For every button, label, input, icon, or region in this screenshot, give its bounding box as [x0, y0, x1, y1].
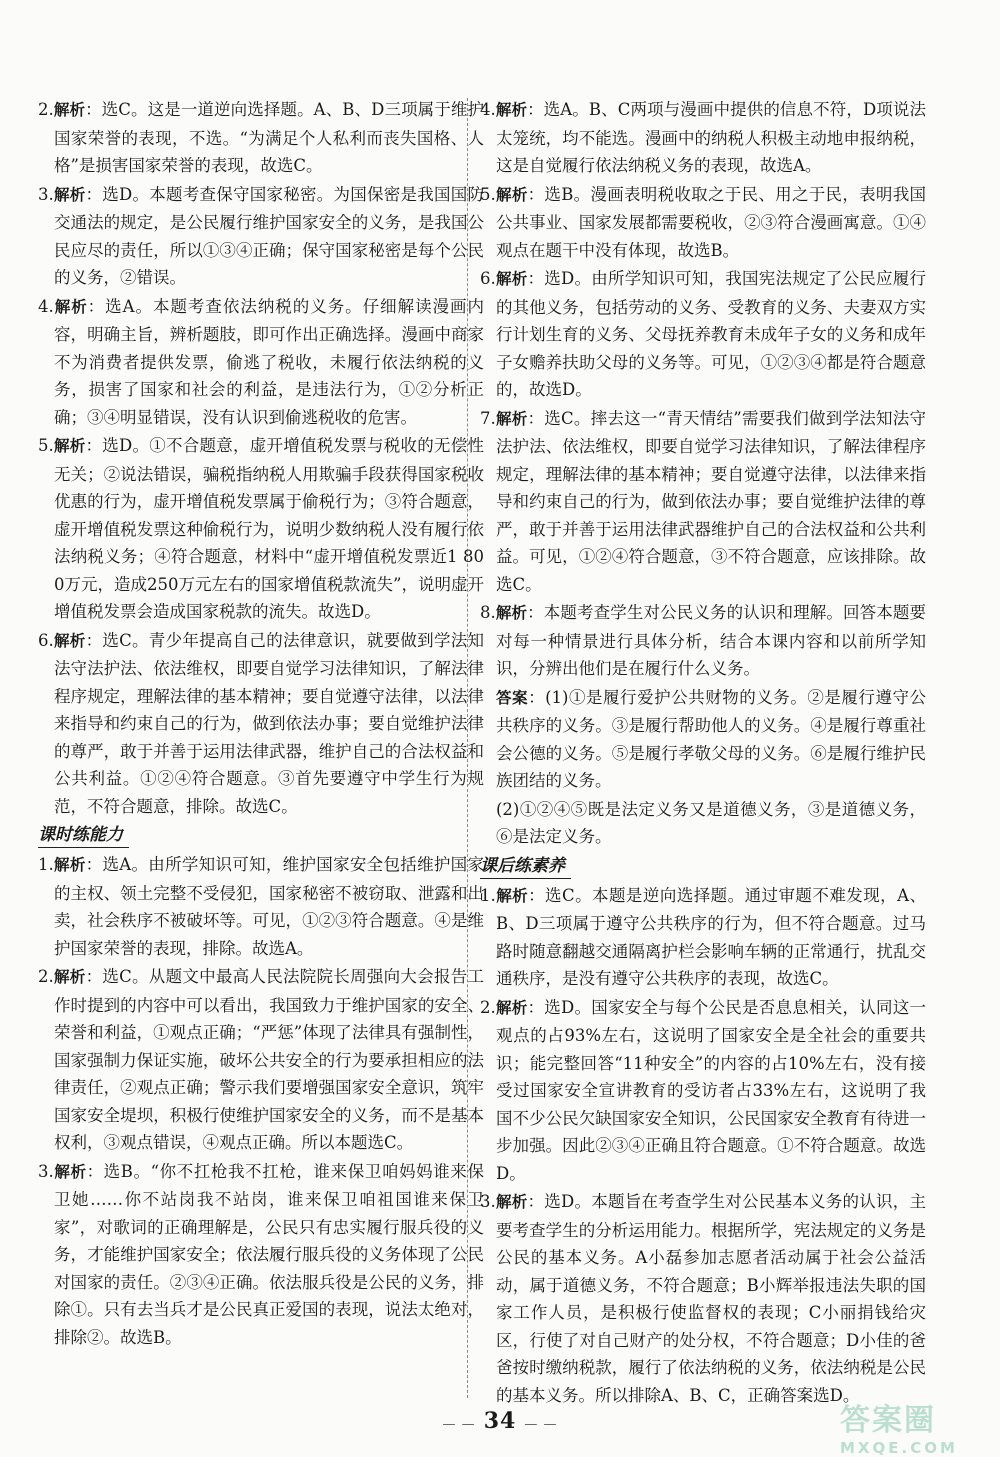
answer-item: [38, 432, 484, 626]
item-text: ：选C。青少年提高自己的法律意识，就要做到学法知法守法护法、依法维权，即要自觉学习法律知识，了解法律程序规定，理解法律的基本精神；要自觉遵守法律，以法律来指导和约束自己的行为，做到依法办事；要自觉维护法律的尊严，敢于并善于运用法律武器，维护自己的合法权益和公共利益。①②④符合题意。③首先要遵守中学生行为规范，不符合题意，排除。故选C。: [54, 630, 484, 816]
item-number: 7.: [480, 408, 496, 428]
item-text: ：选D。①不合题意，虚开增值税发票与税收的无偿性无关；②说法错误，骗税指纳税人用欺骗手段获得国家税收优惠的行为，虚开增值税发票属于偷税行为；③符合题意，虚开增值税发票这种偷税行为，说明少数纳税人没有履行依法纳税义务；④符合题意，材料中“虚开增值税发票近1 800万元，造成250万元左右的国家增值税款流失”，说明虚开增值税发票会造成国家税款的流失。故选D。: [54, 436, 484, 621]
item-keyword: 解析: [53, 101, 86, 119]
item-keyword: 解析: [495, 185, 528, 204]
watermark-line2: MXQE.COM: [840, 1439, 958, 1457]
item-number: 2.: [480, 997, 496, 1017]
item-keyword: 解析: [495, 270, 528, 288]
answer-item: [38, 627, 484, 821]
item-text: ：选B。“你不扛枪我不扛枪，谁来保卫咱妈妈谁来保卫她……你不站岗我不站岗，谁来保卫咱祖国谁来保卫家”，对歌词的正确理解是，公民只有忠实履行服兵役的义务，才能维护国家安全；依法履行服兵役的义务体现了公民对国家的责任。②③④正确。依法服兵役是公民的义务，排除①。只有去当兵才是公民真正爱国的表现，说法太绝对，排除②。故选B。: [54, 1161, 484, 1347]
right-column: [480, 96, 926, 1410]
item-keyword: 解析: [53, 185, 86, 204]
answer-item: [480, 599, 926, 683]
item-keyword: 解析: [53, 631, 86, 650]
item-keyword: 解析: [53, 968, 86, 986]
item-number: 1.: [38, 855, 54, 874]
item-text: ：本题考查学生对公民义务的认识和理解。回答本题要对每一种情景进行具体分析，结合本课内容和以前所学知识，分辨出他们是在履行什么义务。: [496, 603, 926, 678]
left-column: [38, 96, 484, 1352]
answer-item: [480, 882, 926, 993]
item-number: 2.: [38, 967, 54, 986]
item-number: 8.: [480, 603, 496, 622]
item-keyword: 解析: [53, 1162, 87, 1181]
item-text: ：选C。摔去这一“青天情结”需要我们做到学法知法守法护法、依法维权，即要自觉学习法律知识，了解法律程序规定，理解法律的基本精神；要自觉遵守法律，以法律来指导和约束自己的行为，做到依法办事；要自觉维护法律的尊严，敢于并善于运用法律武器维护自己的合法权益和公共利益。可见，①②④符合题意，③不符合题意，应该排除。故选C。: [496, 408, 926, 594]
answer-item: [38, 181, 484, 292]
item-text: ：选C。这是一道逆向选择题。A、B、D三项属于维护国家荣誉的表现，不选。“为满足个人私利而丧失国格、人格”是损害国家荣誉的表现，故选C。: [54, 100, 484, 175]
item-number: 6.: [480, 269, 496, 288]
item-keyword: 解析: [53, 297, 88, 316]
answer-item: [38, 293, 484, 432]
right-items-b: [480, 882, 926, 1410]
item-number: 4.: [480, 100, 496, 119]
item-number: 5.: [480, 184, 496, 204]
item-number: 3.: [38, 184, 54, 204]
item-keyword: 解析: [495, 886, 529, 905]
item-number: 6.: [38, 630, 54, 650]
answer-item: [480, 405, 926, 599]
page-number: — — 34 — —: [442, 1408, 558, 1434]
left-items-a: [38, 96, 484, 820]
item-keyword: 解析: [53, 437, 86, 455]
answer-paragraph-2: [480, 796, 926, 851]
watermark-logo: [840, 1395, 990, 1457]
section-title-literacy: 课后练素养: [480, 854, 571, 879]
answer-keyword: 答案: [496, 688, 529, 707]
item-text: ：选D。由所学知识可知，我国宪法规定了公民应履行的其他义务，包括劳动的义务、受教育的义务、夫妻双方实行计划生育的义务、父母抚养教育未成年子女的义务和成年子女赡养扶助父母的义务等。可见，①②③④都是符合题意的，故选D。: [496, 269, 926, 399]
answer-item: [480, 181, 926, 265]
item-keyword: 解析: [495, 998, 528, 1017]
item-text: ：选A。本题考查依法纳税的义务。仔细解读漫画内容，明确主旨，辨析题肢，即可作出正确选择。漫画中商家不为消费者提供发票，偷逃了税收，未履行依法纳税的义务，损害了国家和社会的利益，是违法行为，①②分析正确；③④明显错误，没有认识到偷逃税收的危害。: [54, 296, 484, 427]
item-number: 3.: [480, 1192, 496, 1211]
item-text: ：选B。漫画表明税收取之于民、用之于民，表明我国公共事业、国家发展都需要税收，②③符合漫画寓意。①④观点在题干中没有体现，故选B。: [496, 184, 926, 260]
watermark-line1: 答案圈: [840, 1403, 936, 1438]
answer-item: [480, 1188, 926, 1409]
item-keyword: 解析: [495, 1193, 528, 1211]
item-text: ：选A。B、C两项与漫画中提供的信息不符，D项说法太笼统，均不能选。漫画中的纳税人积极主动地申报纳税，这是自觉履行依法纳税义务的表现，故选A。: [496, 100, 926, 175]
item-text: ：选C。本题是逆向选择题。通过审题不难发现，A、B、D三项属于遵守公共秩序的行为，但不符合题意。过马路时随意翻越交通隔离护栏会影响车辆的正常通行，扰乱交通秩序，是没有遵守公共秩序的表现，故选C。: [496, 885, 926, 988]
section-title-ability: 课时练能力: [38, 823, 129, 848]
item-keyword: 解析: [495, 604, 528, 622]
answer-text: ：(1)①是履行爱护公共财物的义务。②是履行遵守公共秩序的义务。③是履行帮助他人的义务。④是履行尊重社会公德的义务。⑤是履行孝敬父母的义务。⑥是履行维护民族团结的义务。: [496, 687, 926, 790]
answer-item: [480, 994, 926, 1188]
item-text: ：选C。从题文中最高人民法院院长周强向大会报告工作时提到的内容中可以看出，我国致力于维护国家的安全、荣誉和利益，①观点正确；“严惩”体现了法律具有强制性，国家强制力保证实施，破坏公共安全的行为要承担相应的法律责任，②观点正确；警示我们要增强国家安全意识，筑牢国家安全堤坝，积极行使维护国家安全的义务，而不是基本权利，③观点错误，④观点正确。所以本题选C。: [54, 967, 484, 1152]
item-keyword: 解析: [495, 409, 528, 428]
left-items-b: [38, 851, 484, 1351]
answer-item: [38, 96, 484, 180]
item-text: ：选D。本题考查保守国家秘密。为国保密是我国国防交通法的规定，是公民履行维护国家安全的义务，是我国公民应尽的责任，所以①③④正确；保守国家秘密是每个公民的义务，②错误。: [54, 184, 484, 287]
answer-paragraph: [480, 684, 926, 795]
item-keyword: 解析: [53, 856, 86, 874]
answer-item: [38, 851, 484, 962]
answer-item: [38, 1158, 484, 1352]
item-number: 5.: [38, 436, 54, 455]
item-text: ：选D。本题旨在考查学生对公民基本义务的认识，主要考查学生的分析运用能力。根据所学，宪法规定的义务是公民的基本义务。A小磊参加志愿者活动属于社会公益活动，属于道德义务，不符合题意；B小辉举报违法失职的国家工作人员，是积极行使监督权的表现；C小丽捐钱给灾区，行使了对自己财产的处分权，不符合题意；D小佳的爸爸按时缴纳税款，履行了依法纳税的义务，依法纳税是公民的基本义务。所以排除A、B、C，正确答案选D。: [496, 1192, 926, 1405]
page-number-text: 34: [483, 1408, 517, 1434]
answer-text-2: (2)①②④⑤既是法定义务又是道德义务，③是道德义务，⑥是法定义务。: [496, 799, 926, 846]
item-number: 3.: [38, 1161, 54, 1181]
answer-item: [480, 96, 926, 180]
answer-item: [480, 265, 926, 404]
item-number: 1.: [480, 885, 496, 905]
item-text: ：选D。国家安全与每个公民是否息息相关，认同这一观点的占93%左右，这说明了国家安全是全社会的重要共识；能完整回答“11种安全”的内容的占10%左右，没有接受过国家安全宣讲教育的受访者占33%左右，这说明了我国不少公民欠缺国家安全知识，公民国家安全教育有待进一步加强。因此②③④正确且符合题意。①不符合题意。故选D。: [496, 997, 926, 1183]
item-keyword: 解析: [495, 101, 528, 119]
right-items-a: [480, 96, 926, 683]
answer-item: [38, 963, 484, 1157]
item-number: 2.: [38, 100, 54, 119]
item-text: ：选A。由所学知识可知，维护国家安全包括维护国家的主权、领土完整不受侵犯，国家秘密不被窃取、泄露和出卖，社会秩序不被破坏等。可见，①②③符合题意。④是维护国家荣誉的表现，排除。故选A。: [54, 855, 484, 958]
item-number: 4.: [38, 296, 54, 316]
